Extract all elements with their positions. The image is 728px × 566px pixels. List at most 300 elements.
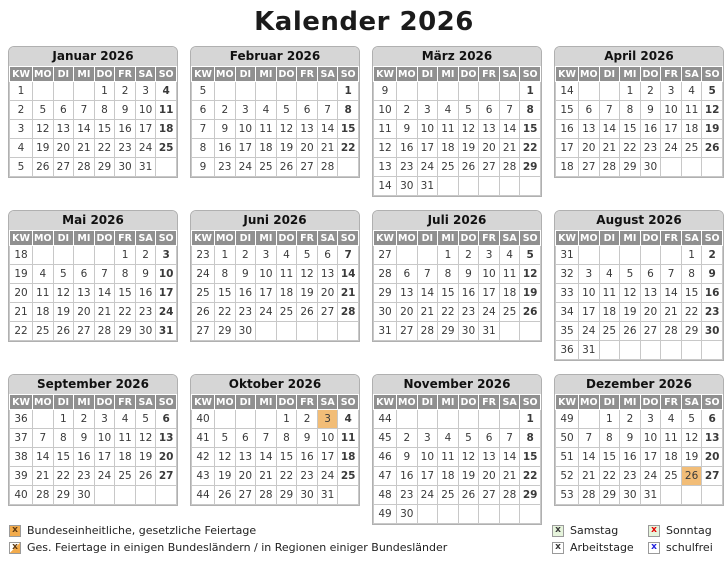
day-header-sa: SA bbox=[681, 67, 702, 82]
day-cell: 9 bbox=[397, 448, 418, 467]
day-cell: 26 bbox=[702, 139, 723, 158]
day-cell: 26 bbox=[33, 158, 54, 177]
day-cell: 7 bbox=[661, 265, 682, 284]
day-cell: 11 bbox=[681, 101, 702, 120]
day-cell: 26 bbox=[215, 486, 236, 505]
day-cell: 2 bbox=[297, 410, 318, 429]
kw-cell: 32 bbox=[556, 265, 579, 284]
day-cell: 10 bbox=[579, 284, 600, 303]
day-cell: 1 bbox=[115, 246, 136, 265]
day-header-mi: MI bbox=[620, 395, 641, 410]
day-cell: 19 bbox=[520, 284, 541, 303]
day-cell: 15 bbox=[520, 448, 541, 467]
legend-item-saturday bbox=[552, 524, 640, 537]
kw-cell: 36 bbox=[556, 341, 579, 360]
day-cell: 16 bbox=[115, 120, 136, 139]
day-cell: 11 bbox=[256, 120, 277, 139]
day-cell: 25 bbox=[599, 322, 620, 341]
week-row bbox=[192, 139, 359, 158]
day-header-mo: MO bbox=[34, 396, 52, 408]
day-cell: 13 bbox=[74, 284, 95, 303]
day-cell: 11 bbox=[338, 429, 359, 448]
kw-cell: 20 bbox=[10, 284, 33, 303]
day-cell: 8 bbox=[620, 101, 641, 120]
day-cell: 2 bbox=[215, 101, 236, 120]
day-cell: 26 bbox=[135, 467, 156, 486]
month-title: Juli 2026 bbox=[373, 211, 541, 230]
day-cell: 30 bbox=[702, 322, 723, 341]
day-cell: 9 bbox=[74, 429, 95, 448]
day-header-sa: SA bbox=[681, 395, 702, 410]
week-row bbox=[10, 246, 177, 265]
day-cell: 2 bbox=[620, 410, 641, 429]
day-cell: 23 bbox=[235, 303, 256, 322]
week-row bbox=[374, 139, 541, 158]
day-cell: 30 bbox=[397, 177, 418, 196]
day-cell: 6 bbox=[640, 265, 661, 284]
day-cell: 29 bbox=[115, 322, 136, 341]
day-header-kw: KW bbox=[192, 395, 215, 410]
empty-cell bbox=[702, 341, 723, 360]
week-row bbox=[10, 410, 177, 429]
day-cell: 20 bbox=[479, 139, 500, 158]
day-header-mo: MO bbox=[398, 68, 416, 80]
month-table bbox=[9, 66, 177, 177]
day-cell: 25 bbox=[681, 139, 702, 158]
day-cell: 14 bbox=[499, 120, 520, 139]
kw-cell: 16 bbox=[556, 120, 579, 139]
legend bbox=[9, 524, 724, 558]
day-cell: 9 bbox=[397, 120, 418, 139]
day-cell: 6 bbox=[479, 101, 500, 120]
day-cell: 16 bbox=[235, 284, 256, 303]
empty-cell bbox=[215, 410, 236, 429]
week-row bbox=[10, 467, 177, 486]
week-row bbox=[556, 410, 723, 429]
day-cell: 25 bbox=[156, 139, 177, 158]
day-cell: 20 bbox=[579, 139, 600, 158]
day-cell: 12 bbox=[520, 265, 541, 284]
day-cell: 23 bbox=[397, 486, 418, 505]
day-cell: 5 bbox=[53, 265, 74, 284]
empty-cell bbox=[215, 82, 236, 101]
kw-cell: 50 bbox=[556, 429, 579, 448]
day-cell: 14 bbox=[256, 448, 277, 467]
day-header-so: SO bbox=[338, 67, 359, 82]
day-cell: 31 bbox=[317, 486, 338, 505]
kw-cell: 49 bbox=[556, 410, 579, 429]
empty-cell bbox=[620, 246, 641, 265]
day-cell: 26 bbox=[276, 158, 297, 177]
kw-cell: 48 bbox=[374, 486, 397, 505]
empty-cell bbox=[74, 82, 95, 101]
month-title: Dezember 2026 bbox=[555, 375, 723, 394]
day-cell: 6 bbox=[317, 246, 338, 265]
day-header-mi: MI bbox=[438, 67, 459, 82]
empty-cell bbox=[520, 322, 541, 341]
day-cell: 4 bbox=[156, 82, 177, 101]
day-cell: 10 bbox=[235, 120, 256, 139]
day-cell: 29 bbox=[520, 158, 541, 177]
month-oktober-2026 bbox=[190, 374, 360, 506]
day-cell: 26 bbox=[620, 322, 641, 341]
day-cell: 15 bbox=[438, 284, 459, 303]
week-row bbox=[10, 486, 177, 505]
empty-cell bbox=[640, 246, 661, 265]
day-cell: 11 bbox=[438, 448, 459, 467]
day-cell: 20 bbox=[235, 467, 256, 486]
day-cell: 16 bbox=[458, 284, 479, 303]
kw-cell: 33 bbox=[556, 284, 579, 303]
day-cell: 21 bbox=[317, 139, 338, 158]
kw-cell: 9 bbox=[192, 158, 215, 177]
day-cell: 10 bbox=[479, 265, 500, 284]
kw-cell: 4 bbox=[10, 139, 33, 158]
day-cell: 27 bbox=[640, 322, 661, 341]
week-row bbox=[192, 284, 359, 303]
day-cell: 23 bbox=[640, 139, 661, 158]
regional-holiday-swatch: x bbox=[9, 542, 21, 554]
day-cell: 12 bbox=[53, 284, 74, 303]
day-header-mi: MI bbox=[438, 395, 459, 410]
day-header-mi: MI bbox=[74, 395, 95, 410]
day-cell: 11 bbox=[276, 265, 297, 284]
day-header-di: DI bbox=[235, 67, 256, 82]
month-title: April 2026 bbox=[555, 47, 723, 66]
day-cell: 22 bbox=[438, 303, 459, 322]
day-cell: 16 bbox=[215, 139, 236, 158]
day-cell: 31 bbox=[156, 322, 177, 341]
day-header-do: DO bbox=[640, 395, 661, 410]
day-cell: 24 bbox=[661, 139, 682, 158]
day-cell: 5 bbox=[620, 265, 641, 284]
month-august-2026 bbox=[554, 210, 724, 361]
kw-cell: 47 bbox=[374, 467, 397, 486]
day-cell: 5 bbox=[458, 429, 479, 448]
week-row bbox=[556, 158, 723, 177]
day-cell: 21 bbox=[94, 303, 115, 322]
day-header-so: SO bbox=[702, 231, 723, 246]
month-table bbox=[191, 66, 359, 177]
day-header-di: DI bbox=[417, 67, 438, 82]
day-cell: 20 bbox=[397, 303, 418, 322]
kw-cell: 36 bbox=[10, 410, 33, 429]
day-cell: 16 bbox=[702, 284, 723, 303]
day-cell: 17 bbox=[479, 284, 500, 303]
month-maerz-2026 bbox=[372, 46, 542, 197]
day-cell: 22 bbox=[276, 467, 297, 486]
kw-cell: 18 bbox=[556, 158, 579, 177]
day-cell: 6 bbox=[479, 429, 500, 448]
day-cell: 20 bbox=[156, 448, 177, 467]
month-januar-2026 bbox=[8, 46, 178, 178]
kw-cell: 19 bbox=[10, 265, 33, 284]
day-cell: 25 bbox=[438, 486, 459, 505]
day-cell: 8 bbox=[438, 265, 459, 284]
day-cell: 21 bbox=[499, 467, 520, 486]
day-cell: 22 bbox=[115, 303, 136, 322]
kw-cell: 5 bbox=[10, 158, 33, 177]
day-cell: 8 bbox=[53, 429, 74, 448]
day-cell: 8 bbox=[520, 429, 541, 448]
day-cell: 6 bbox=[156, 410, 177, 429]
day-cell: 2 bbox=[397, 429, 418, 448]
empty-cell bbox=[458, 505, 479, 524]
kw-cell: 52 bbox=[556, 467, 579, 486]
month-mai-2026 bbox=[8, 210, 178, 342]
day-header-sa: SA bbox=[317, 231, 338, 246]
empty-cell bbox=[417, 82, 438, 101]
day-header-kw: KW bbox=[374, 395, 397, 410]
day-cell: 15 bbox=[520, 120, 541, 139]
day-cell: 18 bbox=[599, 303, 620, 322]
day-cell: 7 bbox=[599, 101, 620, 120]
day-header-sa: SA bbox=[135, 395, 156, 410]
kw-cell: 49 bbox=[374, 505, 397, 524]
day-cell: 9 bbox=[620, 429, 641, 448]
week-row bbox=[192, 429, 359, 448]
day-cell: 4 bbox=[499, 246, 520, 265]
day-cell: 24 bbox=[417, 158, 438, 177]
month-april-2026 bbox=[554, 46, 724, 178]
day-cell: 22 bbox=[338, 139, 359, 158]
day-cell: 10 bbox=[135, 101, 156, 120]
day-cell: 17 bbox=[417, 467, 438, 486]
kw-cell: 26 bbox=[192, 303, 215, 322]
day-cell: 7 bbox=[33, 429, 54, 448]
week-row bbox=[10, 429, 177, 448]
empty-cell bbox=[276, 322, 297, 341]
day-cell: 22 bbox=[53, 467, 74, 486]
month-title: Oktober 2026 bbox=[191, 375, 359, 394]
day-cell: 18 bbox=[115, 448, 136, 467]
day-header-kw: KW bbox=[10, 395, 33, 410]
day-header-sa: SA bbox=[499, 67, 520, 82]
empty-cell bbox=[479, 82, 500, 101]
day-cell: 16 bbox=[640, 120, 661, 139]
week-row bbox=[374, 246, 541, 265]
day-cell: 20 bbox=[74, 303, 95, 322]
day-cell: 8 bbox=[599, 429, 620, 448]
month-title: März 2026 bbox=[373, 47, 541, 66]
kw-cell: 46 bbox=[374, 448, 397, 467]
day-cell: 30 bbox=[235, 322, 256, 341]
day-cell: 17 bbox=[94, 448, 115, 467]
day-cell: 14 bbox=[599, 120, 620, 139]
day-cell: 15 bbox=[620, 120, 641, 139]
day-header-di: DI bbox=[235, 231, 256, 246]
day-cell: 13 bbox=[479, 448, 500, 467]
empty-cell bbox=[417, 505, 438, 524]
month-november-2026 bbox=[372, 374, 542, 525]
kw-cell: 9 bbox=[374, 82, 397, 101]
day-header-so: SO bbox=[156, 395, 177, 410]
day-cell: 7 bbox=[256, 429, 277, 448]
day-cell: 21 bbox=[417, 303, 438, 322]
day-cell: 19 bbox=[276, 139, 297, 158]
day-header-mi: MI bbox=[74, 231, 95, 246]
week-row bbox=[556, 265, 723, 284]
day-header-di: DI bbox=[599, 67, 620, 82]
empty-cell bbox=[115, 486, 136, 505]
day-cell: 2 bbox=[235, 246, 256, 265]
kw-cell: 38 bbox=[10, 448, 33, 467]
week-row bbox=[556, 322, 723, 341]
empty-cell bbox=[94, 486, 115, 505]
empty-cell bbox=[599, 341, 620, 360]
empty-cell bbox=[499, 177, 520, 196]
kw-cell: 10 bbox=[374, 101, 397, 120]
day-header-do: DO bbox=[640, 231, 661, 246]
day-cell: 9 bbox=[297, 429, 318, 448]
day-cell: 21 bbox=[599, 139, 620, 158]
day-cell: 3 bbox=[156, 246, 177, 265]
day-cell: 14 bbox=[317, 120, 338, 139]
kw-cell: 51 bbox=[556, 448, 579, 467]
week-row bbox=[10, 139, 177, 158]
day-cell: 28 bbox=[661, 322, 682, 341]
day-cell: 6 bbox=[53, 101, 74, 120]
empty-cell bbox=[417, 410, 438, 429]
day-cell: 6 bbox=[235, 429, 256, 448]
day-cell: 9 bbox=[135, 265, 156, 284]
empty-cell bbox=[640, 341, 661, 360]
empty-cell bbox=[661, 246, 682, 265]
day-header-di: DI bbox=[53, 395, 74, 410]
week-row bbox=[10, 322, 177, 341]
empty-cell bbox=[661, 341, 682, 360]
day-cell: 12 bbox=[276, 120, 297, 139]
legend-item-schoolfree bbox=[648, 541, 724, 554]
week-row bbox=[374, 322, 541, 341]
day-cell: 28 bbox=[499, 486, 520, 505]
day-cell: 14 bbox=[661, 284, 682, 303]
day-cell: 14 bbox=[74, 120, 95, 139]
empty-cell bbox=[438, 177, 459, 196]
day-cell: 31 bbox=[579, 341, 600, 360]
day-header-so: SO bbox=[156, 231, 177, 246]
legend-item-workday bbox=[552, 541, 640, 554]
week-row bbox=[192, 448, 359, 467]
day-cell: 27 bbox=[297, 158, 318, 177]
week-row bbox=[192, 120, 359, 139]
day-cell: 31 bbox=[135, 158, 156, 177]
week-row bbox=[10, 82, 177, 101]
day-cell: 31 bbox=[479, 322, 500, 341]
kw-cell: 30 bbox=[374, 303, 397, 322]
day-cell: 7 bbox=[74, 101, 95, 120]
day-cell: 19 bbox=[620, 303, 641, 322]
empty-cell bbox=[661, 486, 682, 505]
day-header-di: DI bbox=[599, 395, 620, 410]
day-cell: 24 bbox=[479, 303, 500, 322]
day-cell: 4 bbox=[33, 265, 54, 284]
empty-cell bbox=[235, 410, 256, 429]
day-cell: 5 bbox=[276, 101, 297, 120]
day-cell: 29 bbox=[53, 486, 74, 505]
day-cell: 28 bbox=[33, 486, 54, 505]
empty-cell bbox=[479, 410, 500, 429]
day-cell: 30 bbox=[115, 158, 136, 177]
kw-cell: 13 bbox=[374, 158, 397, 177]
week-row bbox=[556, 303, 723, 322]
day-cell: 13 bbox=[479, 120, 500, 139]
day-cell: 24 bbox=[579, 322, 600, 341]
empty-cell bbox=[338, 322, 359, 341]
day-header-so: SO bbox=[520, 231, 541, 246]
empty-cell bbox=[520, 505, 541, 524]
day-cell: 30 bbox=[74, 486, 95, 505]
day-header-sa: SA bbox=[499, 395, 520, 410]
day-cell: 21 bbox=[338, 284, 359, 303]
legend-label-sunday: Sonntag bbox=[666, 524, 712, 537]
day-cell: 3 bbox=[661, 82, 682, 101]
day-cell: 17 bbox=[156, 284, 177, 303]
day-cell: 22 bbox=[681, 303, 702, 322]
kw-cell: 31 bbox=[374, 322, 397, 341]
day-header-di: DI bbox=[235, 395, 256, 410]
empty-cell bbox=[499, 505, 520, 524]
kw-cell: 31 bbox=[556, 246, 579, 265]
day-cell: 17 bbox=[317, 448, 338, 467]
week-row bbox=[192, 158, 359, 177]
kw-cell: 7 bbox=[192, 120, 215, 139]
day-cell: 5 bbox=[520, 246, 541, 265]
day-cell: 4 bbox=[438, 429, 459, 448]
day-cell: 19 bbox=[297, 284, 318, 303]
day-cell: 17 bbox=[235, 139, 256, 158]
day-cell: 22 bbox=[620, 139, 641, 158]
day-cell: 19 bbox=[458, 467, 479, 486]
week-row bbox=[556, 486, 723, 505]
day-cell: 17 bbox=[417, 139, 438, 158]
empty-cell bbox=[458, 177, 479, 196]
week-row bbox=[374, 429, 541, 448]
day-cell: 26 bbox=[681, 467, 702, 486]
day-header-do: DO bbox=[94, 67, 115, 82]
day-header-sa: SA bbox=[135, 231, 156, 246]
day-cell: 4 bbox=[681, 82, 702, 101]
day-cell: 16 bbox=[135, 284, 156, 303]
week-row bbox=[374, 410, 541, 429]
day-cell: 10 bbox=[661, 101, 682, 120]
day-cell: 29 bbox=[276, 486, 297, 505]
kw-cell: 14 bbox=[374, 177, 397, 196]
day-header-mo: MO bbox=[216, 232, 234, 244]
day-cell: 19 bbox=[702, 120, 723, 139]
day-cell: 14 bbox=[417, 284, 438, 303]
day-cell: 11 bbox=[438, 120, 459, 139]
day-header-mi: MI bbox=[256, 67, 277, 82]
day-header-sa: SA bbox=[317, 67, 338, 82]
day-cell: 9 bbox=[115, 101, 136, 120]
day-header-mo: MO bbox=[216, 396, 234, 408]
empty-cell bbox=[297, 322, 318, 341]
kw-cell: 22 bbox=[10, 322, 33, 341]
month-title: September 2026 bbox=[9, 375, 177, 394]
day-cell: 12 bbox=[620, 284, 641, 303]
day-header-kw: KW bbox=[374, 231, 397, 246]
day-cell: 13 bbox=[156, 429, 177, 448]
kw-cell: 27 bbox=[374, 246, 397, 265]
day-cell: 7 bbox=[338, 246, 359, 265]
week-row bbox=[192, 322, 359, 341]
day-cell: 2 bbox=[702, 246, 723, 265]
month-september-2026 bbox=[8, 374, 178, 506]
day-cell: 11 bbox=[156, 101, 177, 120]
page-title: Kalender 2026 bbox=[254, 7, 474, 37]
kw-cell: 42 bbox=[192, 448, 215, 467]
